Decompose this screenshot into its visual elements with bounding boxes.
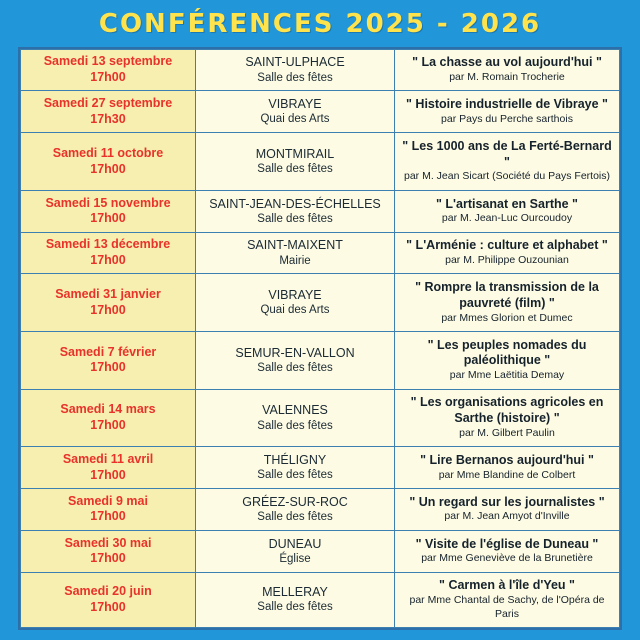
row-venue: Quai des Arts [260, 304, 330, 317]
row-venue: Mairie [279, 254, 311, 267]
row-speaker: par Mme Geneviève de la Brunetière [421, 552, 593, 565]
row-speaker: par Mme Chantal de Sachy, de l'Opéra de Paris [409, 593, 605, 620]
row-time: 17h00 [90, 509, 126, 524]
row-place-cell [196, 572, 395, 627]
row-topic: " Les peuples nomades du paléolithique " [427, 337, 587, 368]
row-place-cell [196, 232, 395, 274]
row-venue: Église [279, 552, 311, 565]
row-time: 17h00 [90, 211, 126, 226]
row-topic-cell [395, 232, 620, 274]
row-topic-cell [395, 572, 620, 627]
row-date-cell [21, 332, 196, 390]
row-date: Samedi 14 mars [60, 402, 156, 417]
schedule-table [20, 49, 620, 628]
row-place: VIBRAYE [268, 288, 322, 303]
row-date: Samedi 27 septembre [43, 96, 173, 111]
row-time: 17h00 [90, 467, 126, 482]
row-place: SAINT-MAIXENT [247, 238, 343, 253]
row-topic: " Un regard sur les journalistes " [409, 494, 605, 509]
row-speaker: par Mmes Glorion et Dumec [441, 311, 573, 324]
row-date-cell [21, 530, 196, 572]
row-venue: Salle des fêtes [257, 511, 333, 524]
row-time: 17h00 [90, 551, 126, 566]
row-topic: " Les 1000 ans de La Ferté-Bernard " [402, 139, 612, 169]
schedule-table-container [18, 47, 622, 630]
row-topic-cell [395, 488, 620, 530]
row-date-cell [21, 572, 196, 627]
row-speaker: par M. Jean-Luc Ourcoudoy [441, 212, 573, 225]
row-topic: " Carmen à l'île d'Yeu " [439, 578, 575, 593]
row-date-cell [21, 49, 196, 91]
row-speaker: par M. Jean Amyot d'Inville [444, 510, 570, 523]
row-place-cell [196, 91, 395, 133]
row-place-cell [196, 133, 395, 191]
row-place-cell [196, 447, 395, 489]
row-venue: Salle des fêtes [257, 212, 333, 225]
row-topic: " L'Arménie : culture et alphabet " [406, 238, 608, 253]
table-row [21, 91, 620, 133]
row-venue: Salle des fêtes [257, 361, 333, 374]
row-date: Samedi 11 octobre [52, 145, 164, 160]
row-date: Samedi 20 juin [64, 584, 152, 599]
row-venue: Salle des fêtes [257, 419, 333, 432]
table-row [21, 572, 620, 627]
table-row [21, 274, 620, 332]
row-date: Samedi 13 décembre [45, 237, 171, 252]
table-row [21, 133, 620, 191]
row-topic-cell [395, 389, 620, 447]
row-time: 17h00 [90, 599, 126, 614]
row-topic: " Rompre la transmission de la pauvreté (film) " [415, 280, 599, 310]
row-speaker: par M. Romain Trocherie [449, 71, 565, 83]
row-place: GRÉEZ-SUR-ROC [242, 494, 348, 509]
row-topic-cell [395, 447, 620, 489]
table-row [21, 49, 620, 91]
row-topic: " Les organisations agricoles en Sarthe (histoire) " [410, 395, 604, 426]
row-place: VALENNES [262, 403, 328, 418]
row-date: Samedi 13 septembre [43, 54, 173, 69]
row-topic: " Visite de l'église de Duneau " [415, 536, 599, 551]
row-place: THÉLIGNY [263, 452, 327, 467]
page-title: CONFÉRENCES 2025 - 2026 [98, 9, 542, 39]
row-venue: Quai des Arts [260, 113, 330, 126]
row-time: 17h30 [90, 111, 126, 126]
row-date: Samedi 7 février [59, 344, 157, 359]
row-time: 17h00 [90, 161, 126, 176]
row-topic-cell [395, 332, 620, 390]
row-date-cell [21, 389, 196, 447]
row-place: SEMUR-EN-VALLON [235, 345, 355, 360]
row-place: SAINT-ULPHACE [245, 55, 345, 70]
row-place-cell [196, 274, 395, 332]
row-date-cell [21, 190, 196, 232]
row-place-cell [196, 332, 395, 390]
row-topic-cell [395, 49, 620, 91]
row-venue: Salle des fêtes [257, 469, 333, 482]
row-speaker: par M. Gilbert Paulin [459, 426, 555, 439]
row-speaker: par M. Jean Sicart (Société du Pays Fertois) [404, 170, 610, 183]
row-speaker: par Mme Blandine de Colbert [438, 468, 576, 481]
row-place: MELLERAY [262, 585, 328, 600]
row-date-cell [21, 488, 196, 530]
table-row [21, 190, 620, 232]
row-date: Samedi 31 janvier [55, 287, 161, 302]
schedule-table-body [21, 49, 620, 627]
row-date-cell [21, 232, 196, 274]
row-place-cell [196, 389, 395, 447]
row-date-cell [21, 91, 196, 133]
table-row [21, 232, 620, 274]
row-speaker: par M. Philippe Ouzounian [445, 254, 569, 267]
row-venue: Salle des fêtes [257, 163, 333, 176]
row-date-cell [21, 133, 196, 191]
row-topic-cell [395, 91, 620, 133]
row-speaker: par Pays du Perche sarthois [441, 112, 573, 125]
table-row [21, 488, 620, 530]
row-place: DUNEAU [268, 536, 322, 551]
table-row [21, 332, 620, 390]
row-topic: " Lire Bernanos aujourd'hui " [420, 452, 594, 467]
row-venue: Salle des fêtes [257, 71, 333, 84]
row-topic: " L'artisanat en Sarthe " [436, 196, 578, 211]
row-place: SAINT-JEAN-DES-ÉCHELLES [209, 196, 381, 211]
row-time: 17h00 [90, 302, 126, 317]
row-place-cell [196, 530, 395, 572]
row-topic-cell [395, 530, 620, 572]
row-place-cell [196, 488, 395, 530]
table-row [21, 447, 620, 489]
row-time: 17h00 [90, 253, 126, 268]
row-topic: " La chasse au vol aujourd'hui " [412, 55, 602, 70]
row-place: VIBRAYE [268, 97, 322, 112]
row-speaker: par Mme Laëtitia Demay [449, 369, 565, 382]
row-date: Samedi 30 mai [64, 535, 152, 550]
row-place-cell [196, 190, 395, 232]
row-topic: " Histoire industrielle de Vibraye " [406, 97, 608, 112]
row-time: 17h00 [90, 360, 126, 375]
row-date: Samedi 15 novembre [45, 195, 171, 210]
table-row [21, 389, 620, 447]
row-date-cell [21, 274, 196, 332]
row-place-cell [196, 49, 395, 91]
row-time: 17h00 [90, 417, 126, 432]
row-date: Samedi 9 mai [68, 493, 148, 508]
row-date-cell [21, 447, 196, 489]
row-topic-cell [395, 190, 620, 232]
row-topic-cell [395, 133, 620, 191]
row-date: Samedi 11 avril [62, 451, 154, 466]
row-venue: Salle des fêtes [257, 601, 333, 614]
row-topic-cell [395, 274, 620, 332]
row-time: 17h00 [90, 70, 126, 84]
table-row [21, 530, 620, 572]
row-place: MONTMIRAIL [255, 146, 335, 161]
